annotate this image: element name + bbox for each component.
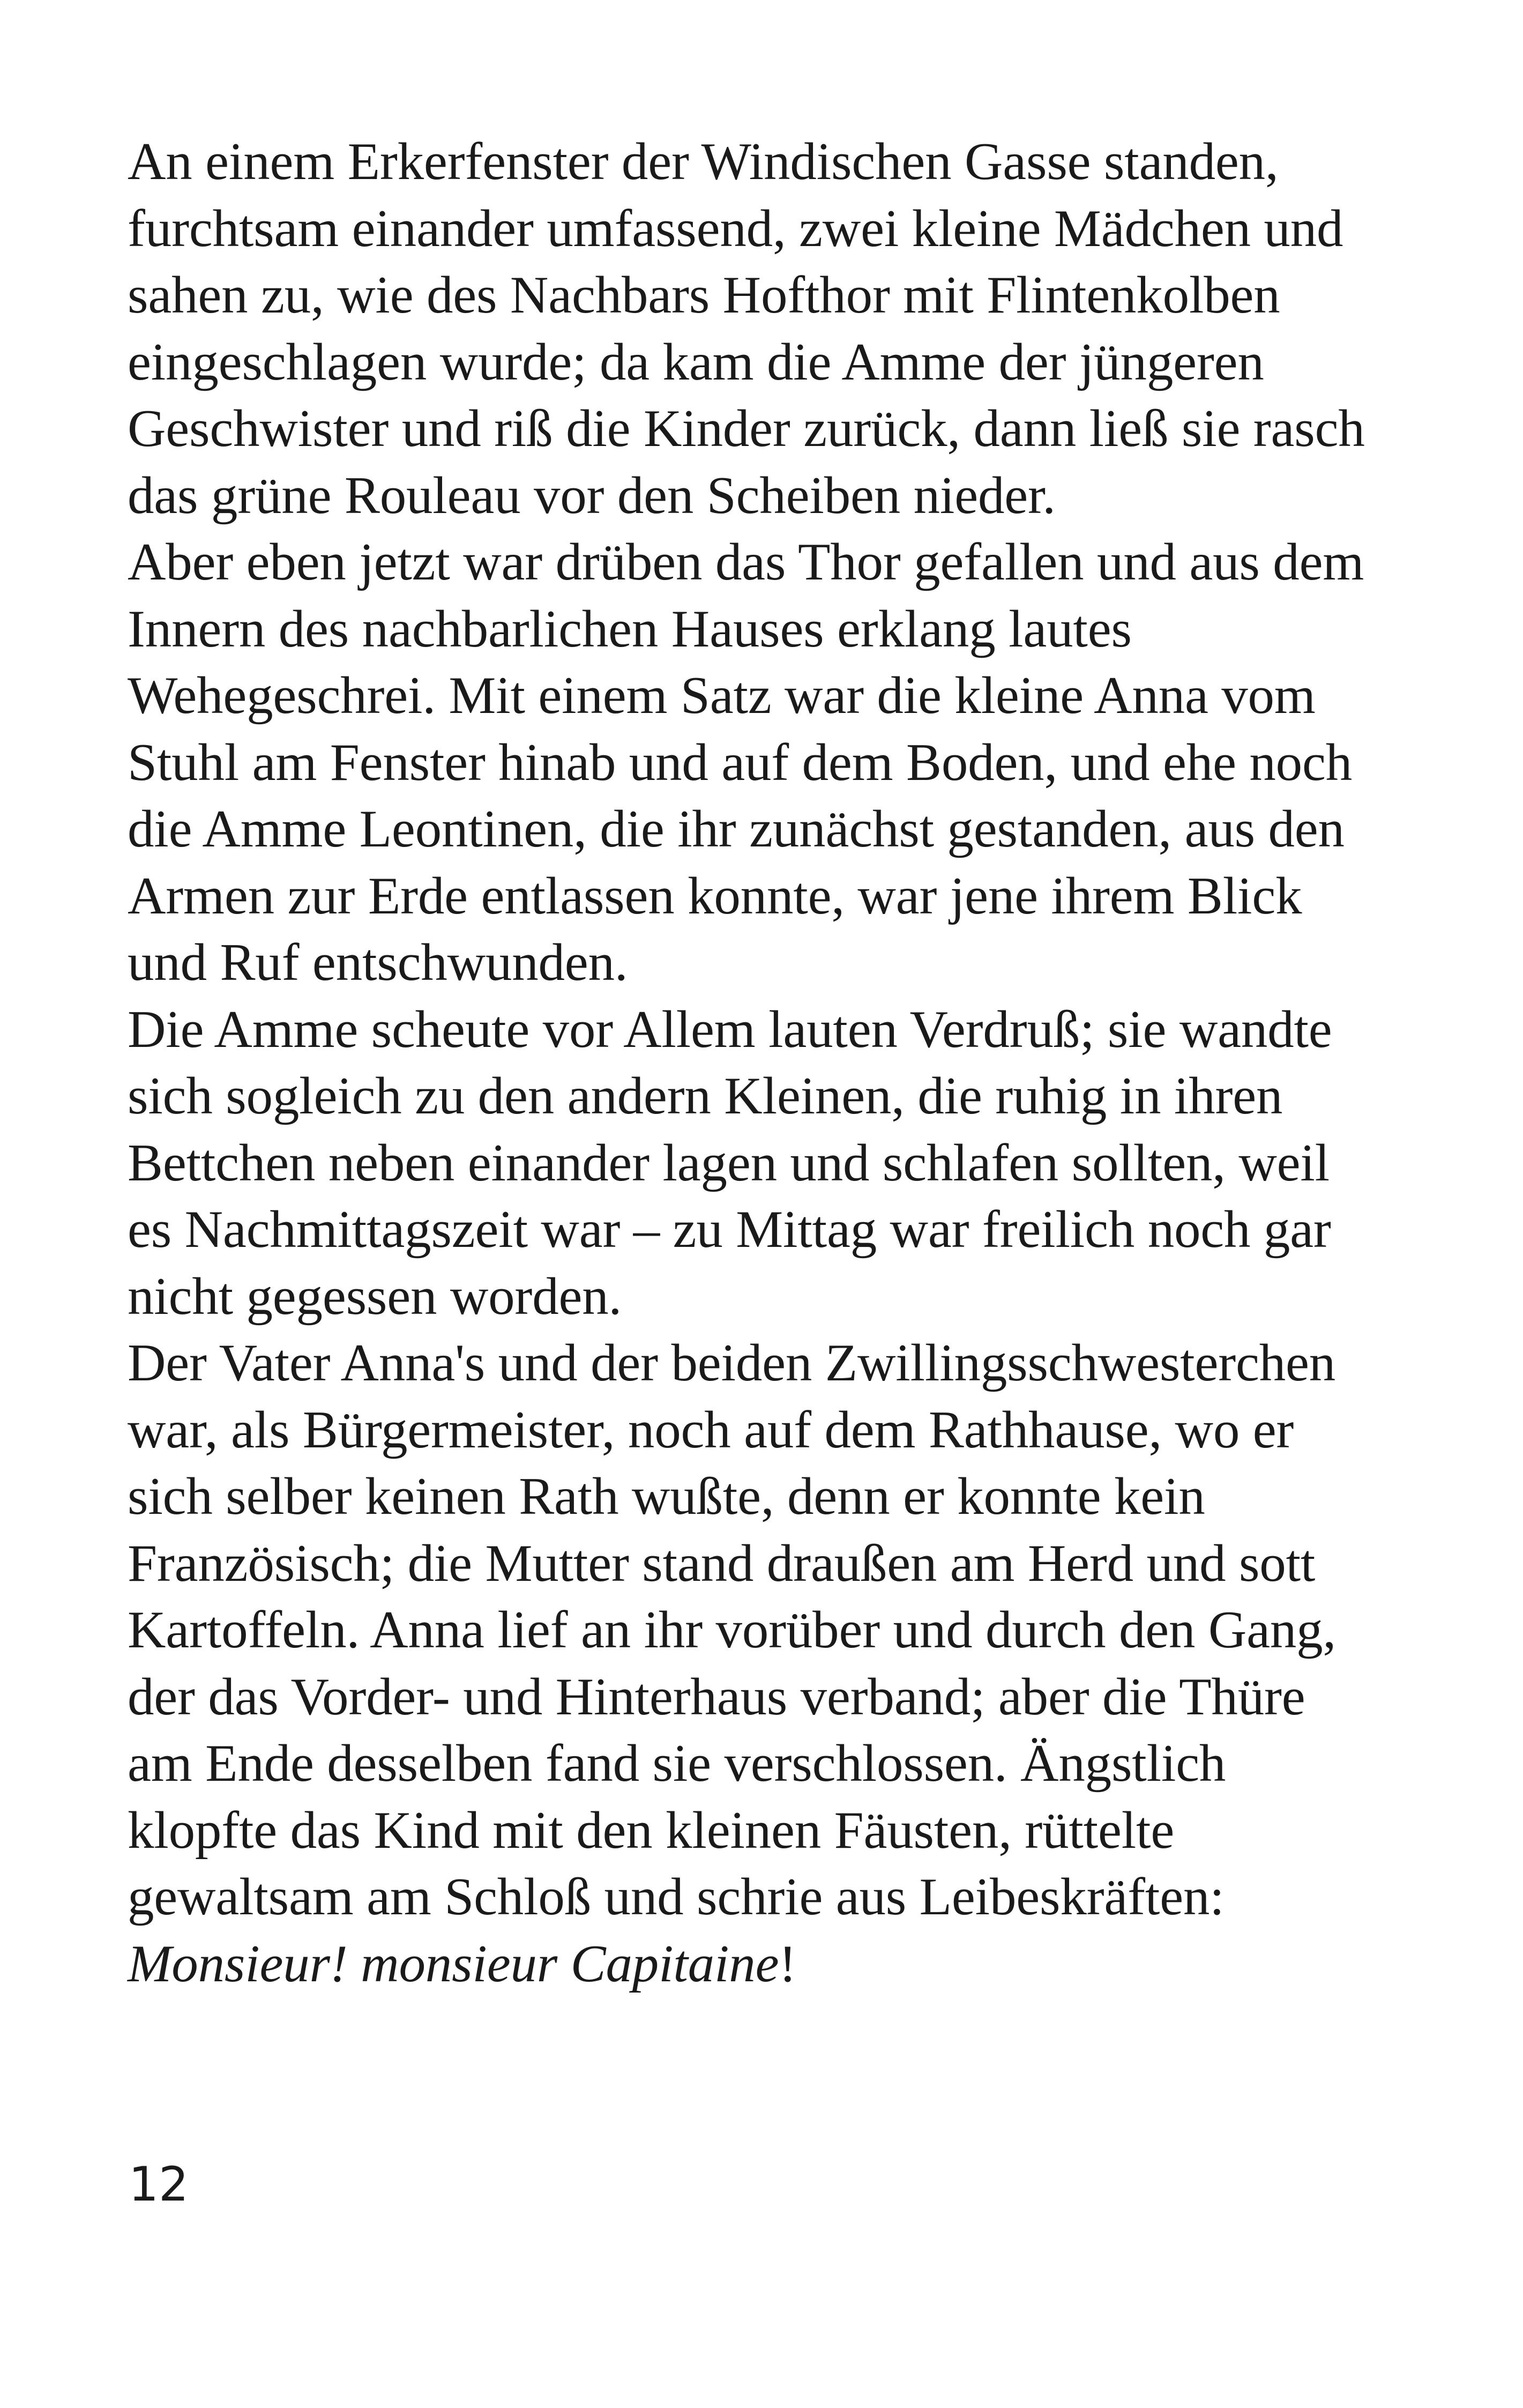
text-line: Geschwister und riß die Kinder zurück, dann ließ sie rasch <box>128 399 1365 458</box>
text-line: Kartoffeln. Anna lief an ihr vorüber und durch den Gang, <box>128 1601 1337 1659</box>
text-line: Der Vater Anna's und der beiden Zwillingsschwesterchen <box>128 1334 1336 1392</box>
page-number: 12 <box>129 2157 189 2212</box>
text-line: es Nachmittagszeit war – zu Mittag war freilich noch gar <box>128 1200 1331 1259</box>
text-line: Bettchen neben einander lagen und schlafen sollten, weil <box>128 1133 1330 1192</box>
text-line: Wehegeschrei. Mit einem Satz war die kleine Anna vom <box>128 666 1316 725</box>
text-line: sich sogleich zu den andern Kleinen, die ruhig in ihren <box>128 1067 1283 1125</box>
text-line: nicht gegessen worden. <box>128 1267 622 1326</box>
text-line: Innern des nachbarlichen Hauses erklang lautes <box>128 599 1132 658</box>
text-line: klopfte das Kind mit den kleinen Fäusten, rüttelte <box>128 1801 1175 1860</box>
text-line: der das Vorder- und Hinterhaus verband; aber die Thüre <box>128 1667 1305 1726</box>
italic-exclamation: Monsieur! monsieur Capitaine <box>128 1934 779 1993</box>
text-line: die Amme Leontinen, die ihr zunächst gestanden, aus den <box>128 800 1345 858</box>
text-line: eingeschlagen wurde; da kam die Amme der jüngeren <box>128 332 1264 391</box>
text-line: furchtsam einander umfassend, zwei kleine Mädchen und <box>128 199 1343 258</box>
text-line: Armen zur Erde entlassen konnte, war jene ihrem Blick <box>128 866 1302 925</box>
text-line: Die Amme scheute vor Allem lauten Verdruß; sie wandte <box>128 1000 1332 1059</box>
text-line: am Ende desselben fand sie verschlossen. Ängstlich <box>128 1734 1226 1793</box>
final-punctuation: ! <box>779 1934 797 1993</box>
text-line: war, als Bürgermeister, noch auf dem Rathhause, wo er <box>128 1400 1294 1459</box>
text-line: sahen zu, wie des Nachbars Hofthor mit Flintenkolben <box>128 266 1280 324</box>
text-line: Aber eben jetzt war drüben das Thor gefallen und aus dem <box>128 533 1364 591</box>
text-line: An einem Erkerfenster der Windischen Gasse standen, <box>128 132 1279 191</box>
body-text <box>128 129 1424 1997</box>
text-line: Französisch; die Mutter stand draußen am Herd und sott <box>128 1534 1316 1593</box>
text-line-final <box>128 1931 1424 1998</box>
text-line: gewaltsam am Schloß und schrie aus Leibeskräften: <box>128 1868 1225 1926</box>
text-line: das grüne Rouleau vor den Scheiben nieder. <box>128 466 1056 525</box>
text-line: und Ruf entschwunden. <box>128 933 628 992</box>
text-line: sich selber keinen Rath wußte, denn er konnte kein <box>128 1467 1205 1526</box>
text-line: Stuhl am Fenster hinab und auf dem Boden, und ehe noch <box>128 733 1353 792</box>
